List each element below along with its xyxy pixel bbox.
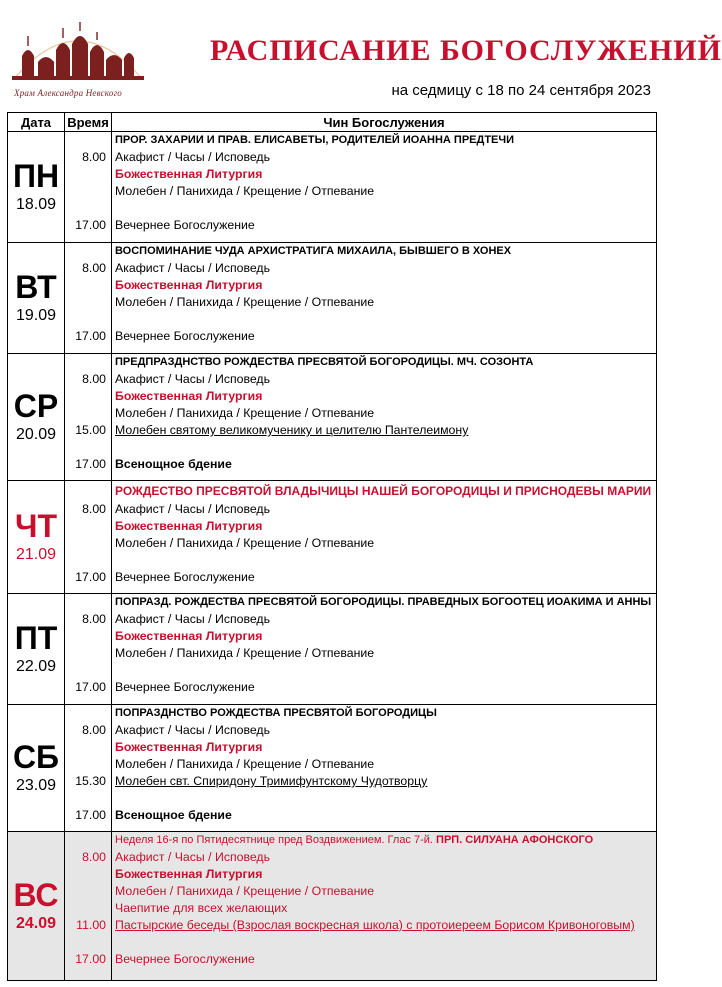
table-header-row <box>8 113 657 132</box>
day-date: 24.09 <box>15 915 57 932</box>
day-cell <box>8 243 65 354</box>
evening-service: Вечернее Богослужение <box>115 329 255 343</box>
time-value: 17.00 <box>75 329 106 343</box>
liturgy-line: Божественная Литургия <box>115 519 263 533</box>
evening-service: Всенощное бдение <box>115 808 232 822</box>
day-date: 20.09 <box>15 426 57 443</box>
time-value: 17.00 <box>75 218 106 232</box>
service-line: Молебен / Панихида / Крещение / Отпевание <box>115 184 375 198</box>
col-header-date: Дата <box>8 113 65 132</box>
feast-saint: ПРП. СИЛУАНА АФОНСКОГО <box>436 834 594 846</box>
time-value: 17.00 <box>75 952 106 966</box>
feast-title: ПРЕДПРАЗДНСТВО РОЖДЕСТВА ПРЕСВЯТОЙ БОГОРОДИЦЫ. МЧ. СОЗОНТА <box>115 356 534 368</box>
time-cell <box>65 832 112 981</box>
time-cell <box>65 594 112 705</box>
day-cell <box>8 705 65 832</box>
time-value: 8.00 <box>82 261 106 275</box>
day-date: 21.09 <box>15 546 57 563</box>
time-value: 8.00 <box>82 372 106 386</box>
extra-service: Молебен святому великомученику и целителю Пантелеимону <box>115 423 469 437</box>
church-logo <box>8 22 148 100</box>
col-header-time: Время <box>65 113 112 132</box>
time-value: 8.00 <box>82 502 106 516</box>
liturgy-line: Божественная Литургия <box>115 740 263 754</box>
day-abbr: СБ <box>12 739 60 775</box>
day-abbr: СР <box>13 388 59 424</box>
service-line: Молебен / Панихида / Крещение / Отпевание <box>115 295 375 309</box>
time-value: 17.00 <box>75 457 106 471</box>
table-row <box>8 481 657 594</box>
service-line: Акафист / Часы / Исповедь <box>115 612 271 626</box>
time-value: 8.00 <box>82 612 106 626</box>
liturgy-line: Божественная Литургия <box>115 389 263 403</box>
day-cell <box>8 354 65 481</box>
day-abbr: ВС <box>13 877 59 913</box>
time-value: 15.30 <box>75 774 106 788</box>
page-title: РАСПИСАНИЕ БОГОСЛУЖЕНИЙ <box>210 34 722 67</box>
time-cell <box>65 705 112 832</box>
service-line: Молебен / Панихида / Крещение / Отпевание <box>115 757 375 771</box>
evening-service: Вечернее Богослужение <box>115 570 255 584</box>
day-date: 22.09 <box>15 658 57 675</box>
day-cell <box>8 594 65 705</box>
table-row <box>8 132 657 243</box>
service-line: Акафист / Часы / Исповедь <box>115 150 271 164</box>
service-cell <box>112 705 657 832</box>
day-date: 18.09 <box>15 196 57 213</box>
schedule-table <box>7 112 657 981</box>
time-value: 17.00 <box>75 680 106 694</box>
service-cell <box>112 481 657 594</box>
service-cell <box>112 594 657 705</box>
day-abbr: ПТ <box>14 620 58 656</box>
service-cell <box>112 132 657 243</box>
day-cell <box>8 132 65 243</box>
feast-prefix: Неделя 16-я по Пятидесятнице пред Воздвижением. Глас 7-й. <box>115 834 433 846</box>
feast-title <box>112 832 656 849</box>
service-line: Молебен / Панихида / Крещение / Отпевание <box>115 406 375 420</box>
day-abbr: ВТ <box>15 269 57 305</box>
feast-title: ПОПРАЗД. РОЖДЕСТВА ПРЕСВЯТОЙ БОГОРОДИЦЫ. ПРАВЕДНЫХ БОГООТЕЦ ИОАКИМА И АННЫ <box>115 596 652 608</box>
time-value: 8.00 <box>82 723 106 737</box>
day-cell <box>8 481 65 594</box>
table-row <box>8 243 657 354</box>
church-silhouette-icon <box>8 22 148 82</box>
day-date: 19.09 <box>15 307 57 324</box>
evening-service: Вечернее Богослужение <box>115 218 255 232</box>
table-row <box>8 705 657 832</box>
time-value: 11.00 <box>76 918 106 932</box>
col-header-service: Чин Богослужения <box>112 113 657 132</box>
time-cell <box>65 481 112 594</box>
service-line: Молебен / Панихида / Крещение / Отпевание <box>115 884 375 898</box>
service-line: Молебен / Панихида / Крещение / Отпевание <box>115 646 375 660</box>
time-value: 17.00 <box>75 570 106 584</box>
day-date: 23.09 <box>15 777 57 794</box>
service-line: Акафист / Часы / Исповедь <box>115 261 271 275</box>
liturgy-line: Божественная Литургия <box>115 629 263 643</box>
liturgy-line: Божественная Литургия <box>115 167 263 181</box>
service-line: Молебен / Панихида / Крещение / Отпевание <box>115 536 375 550</box>
evening-service: Вечернее Богослужение <box>115 952 255 966</box>
liturgy-line: Божественная Литургия <box>115 278 263 292</box>
time-value: 8.00 <box>82 150 106 164</box>
time-cell <box>65 243 112 354</box>
table-row <box>8 354 657 481</box>
table-row <box>8 594 657 705</box>
service-cell <box>112 354 657 481</box>
time-cell <box>65 132 112 243</box>
extra-service: Молебен свт. Спиридону Тримифунтскому Чудотворцу <box>115 774 428 788</box>
feast-title: ВОСПОМИНАНИЕ ЧУДА АРХИСТРАТИГА МИХАИЛА, БЫВШЕГО В ХОНЕХ <box>115 245 512 257</box>
feast-title: РОЖДЕСТВО ПРЕСВЯТОЙ ВЛАДЫЧИЦЫ НАШЕЙ БОГОРОДИЦЫ И ПРИСНОДЕВЫ МАРИИ <box>115 484 652 498</box>
service-line: Акафист / Часы / Исповедь <box>115 850 271 864</box>
table-row <box>8 832 657 981</box>
service-line: Чаепитие для всех желающих <box>115 901 288 915</box>
service-line: Акафист / Часы / Исповедь <box>115 723 271 737</box>
time-value: 15.00 <box>75 423 106 437</box>
feast-title: ПОПРАЗДНСТВО РОЖДЕСТВА ПРЕСВЯТОЙ БОГОРОДИЦЫ <box>115 707 437 719</box>
logo-caption: Храм Александра Невского <box>14 88 122 98</box>
evening-service: Вечернее Богослужение <box>115 680 255 694</box>
feast-title: ПРОР. ЗАХАРИИ И ПРАВ. ЕЛИСАВЕТЫ, РОДИТЕЛЕЙ ИОАННА ПРЕДТЕЧИ <box>115 134 515 146</box>
service-cell <box>112 832 657 981</box>
day-abbr: ПН <box>12 158 60 194</box>
time-value: 17.00 <box>75 808 106 822</box>
service-line: Акафист / Часы / Исповедь <box>115 372 271 386</box>
service-line: Акафист / Часы / Исповедь <box>115 502 271 516</box>
time-value: 8.00 <box>82 850 106 864</box>
liturgy-line: Божественная Литургия <box>115 867 263 881</box>
day-cell <box>8 832 65 981</box>
service-cell <box>112 243 657 354</box>
extra-service: Пастырские беседы (Взрослая воскресная школа) с протоиереем Борисом Кривоноговым) <box>115 918 635 932</box>
page-subtitle: на седмицу с 18 по 24 сентября 2023 <box>391 82 651 99</box>
day-abbr: ЧТ <box>14 508 58 544</box>
time-cell <box>65 354 112 481</box>
evening-service: Всенощное бдение <box>115 457 232 471</box>
